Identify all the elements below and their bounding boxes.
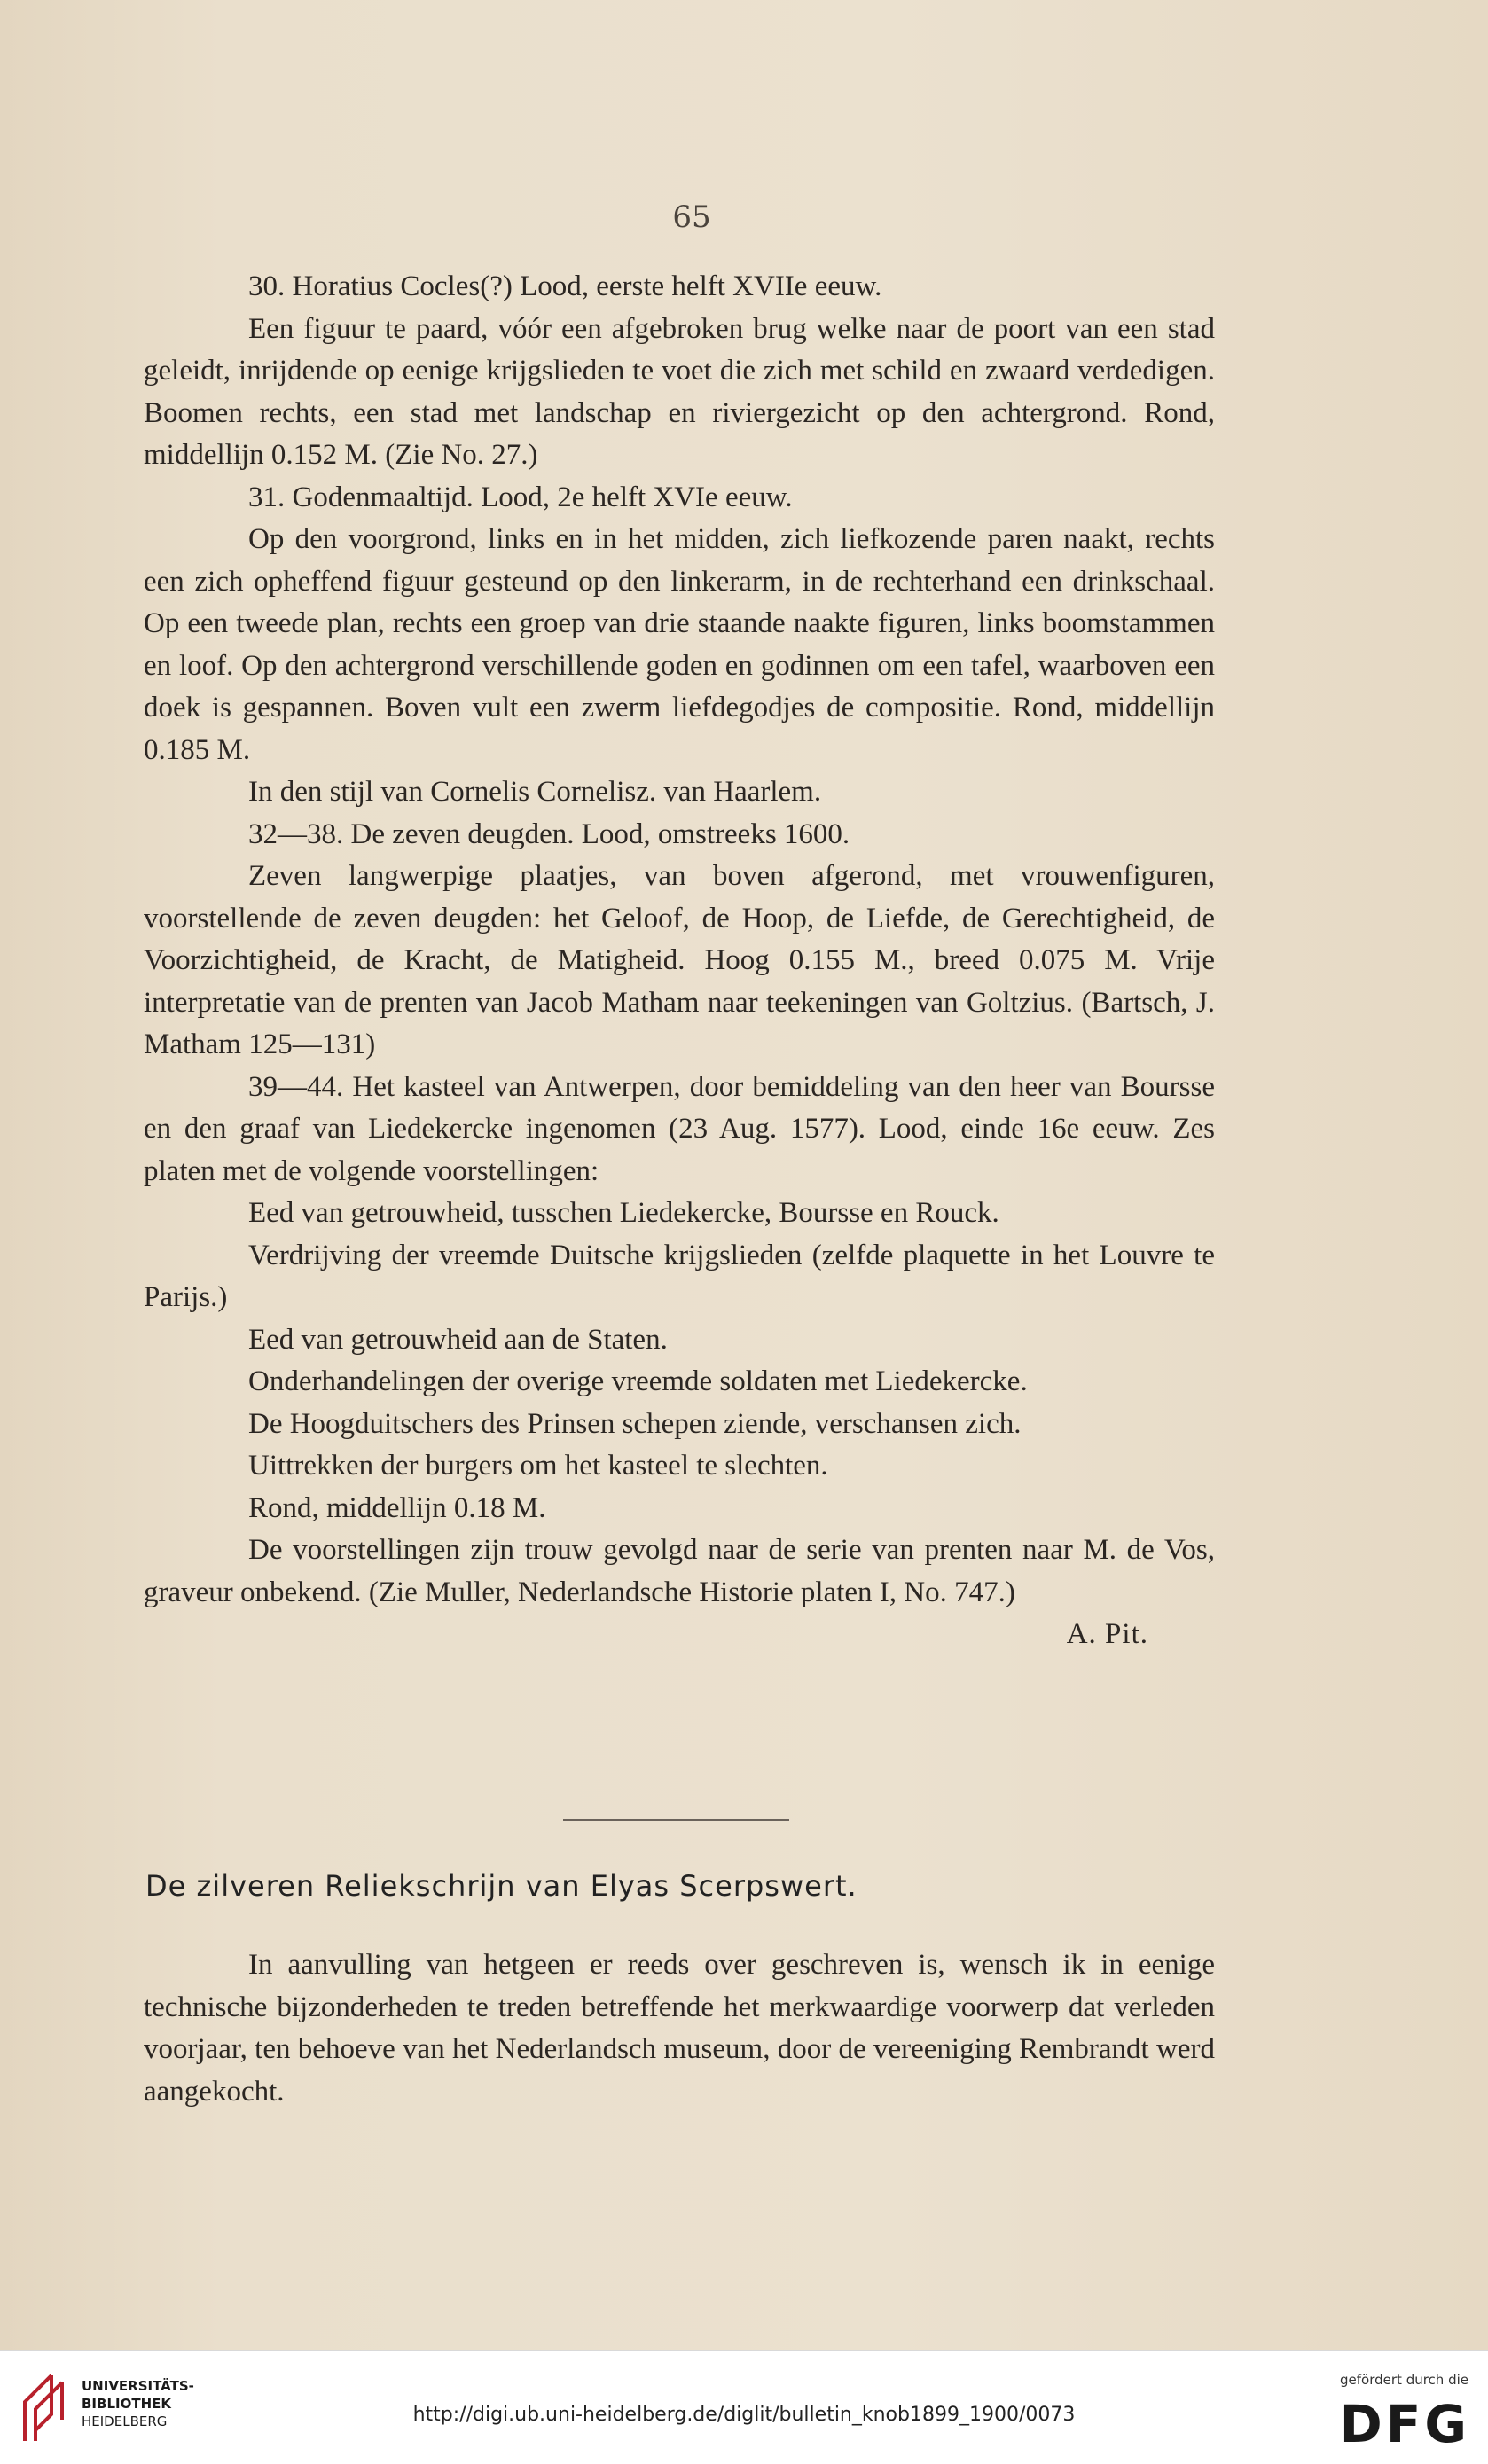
library-name-line: UNIVERSITÄTS- <box>82 2378 194 2394</box>
paragraph: 31. Godenmaaltijd. Lood, 2e helft XVIe eeuw. <box>248 481 793 513</box>
section-heading: De zilveren Reliekschrijn van Elyas Scerpswert. <box>145 1869 858 1903</box>
footer-bar <box>0 2350 1488 2464</box>
paragraph: Op den voorgrond, links en in het midden, zich liefkozende paren naakt, rechts een zich opheffend figuur gesteund op den linkerarm, in de rechterhand een drinkschaal. Op een tweede plan, rechts een groep van drie staande naakte figuren, links boomstammen en loof. Op den achtergrond verschillende goden en godinnen om een tafel, waarboven een doek is gespannen. Boven vult een zwerm liefdegodjes de compositie. Rond, middellijn 0.185 M. <box>144 523 1215 766</box>
author-signature: A. Pit. <box>1066 1618 1148 1650</box>
paragraph: De Hoogduitschers des Prinsen schepen ziende, verschansen zich. <box>248 1407 1022 1440</box>
section-divider <box>563 1819 789 1821</box>
paragraph: Eed van getrouwheid, tusschen Liedekercke, Boursse en Rouck. <box>248 1197 999 1229</box>
paragraph: De voorstellingen zijn trouw gevolgd naar de serie van prenten naar M. de Vos, graveur onbekend. (Zie Muller, Nederlandsche Historie platen I, No. 747.) <box>144 1534 1215 1608</box>
paragraph: Uittrekken der burgers om het kasteel te slechten. <box>248 1450 828 1482</box>
library-name-line: BIBLIOTHEK <box>82 2396 171 2412</box>
paragraph: 30. Horatius Cocles(?) Lood, eerste helft XVIIe eeuw. <box>248 270 882 302</box>
paragraph: Onderhandelingen der overige vreemde soldaten met Liedekercke. <box>248 1365 1028 1397</box>
section-text <box>144 1944 1215 2113</box>
main-text <box>144 266 1215 1656</box>
paragraph: In den stijl van Cornelis Cornelisz. van Haarlem. <box>248 776 822 808</box>
page-number: 65 <box>672 199 711 235</box>
paragraph: Verdrijving der vreemde Duitsche krijgslieden (zelfde plaquette in het Louvre te Parijs.) <box>144 1239 1215 1313</box>
paragraph: In aanvulling van hetgeen er reeds over geschreven is, wensch ik in eenige technische bijzonderheden te treden betreffende het merkwaardige voorwerp dat verleden voorjaar, ten behoeve van het Nederlandsch museum, door de vereeniging Rembrandt werd aangekocht. <box>144 1949 1215 2108</box>
paragraph: 39—44. Het kasteel van Antwerpen, door bemiddeling van den heer van Boursse en den graaf van Liedekercke ingenomen (23 Aug. 1577). Lood, einde 16e eeuw. Zes platen met de volgende voorstellingen: <box>144 1070 1215 1187</box>
paragraph: Rond, middellijn 0.18 M. <box>248 1491 546 1524</box>
funder-caption: gefördert durch die <box>1340 2372 1468 2388</box>
paragraph: Eed van getrouwheid aan de Staten. <box>248 1323 668 1356</box>
library-name-line: HEIDELBERG <box>82 2413 168 2429</box>
dfg-logo: DFG <box>1339 2394 1470 2454</box>
paragraph: Zeven langwerpige plaatjes, van boven afgerond, met vrouwenfiguren, voorstellende de zeven deugden: het Geloof, de Hoop, de Liefde, de Gerechtigheid, de Voorzichtigheid, de Kracht, de Matigheid. Hoog 0.155 M., breed 0.075 M. Vrije interpretatie van de prenten van Jacob Matham naar teekeningen van Goltzius. (Bartsch, J. Matham 125—131) <box>144 860 1215 1060</box>
paragraph: 32—38. De zeven deugden. Lood, omstreeks 1600. <box>248 817 850 850</box>
paragraph: Een figuur te paard, vóór een afgebroken brug welke naar de poort van een stad geleidt, inrijdende op eenige krijgslieden te voet die zich met schild en zwaard verdedigen. Boomen rechts, een stad met landschap en riviergezicht op den achtergrond. Rond, middellijn 0.152 M. (Zie No. 27.) <box>144 312 1215 471</box>
permalink-url[interactable]: http://digi.ub.uni-heidelberg.de/diglit/bulletin_knob1899_1900/0073 <box>412 2404 1076 2426</box>
